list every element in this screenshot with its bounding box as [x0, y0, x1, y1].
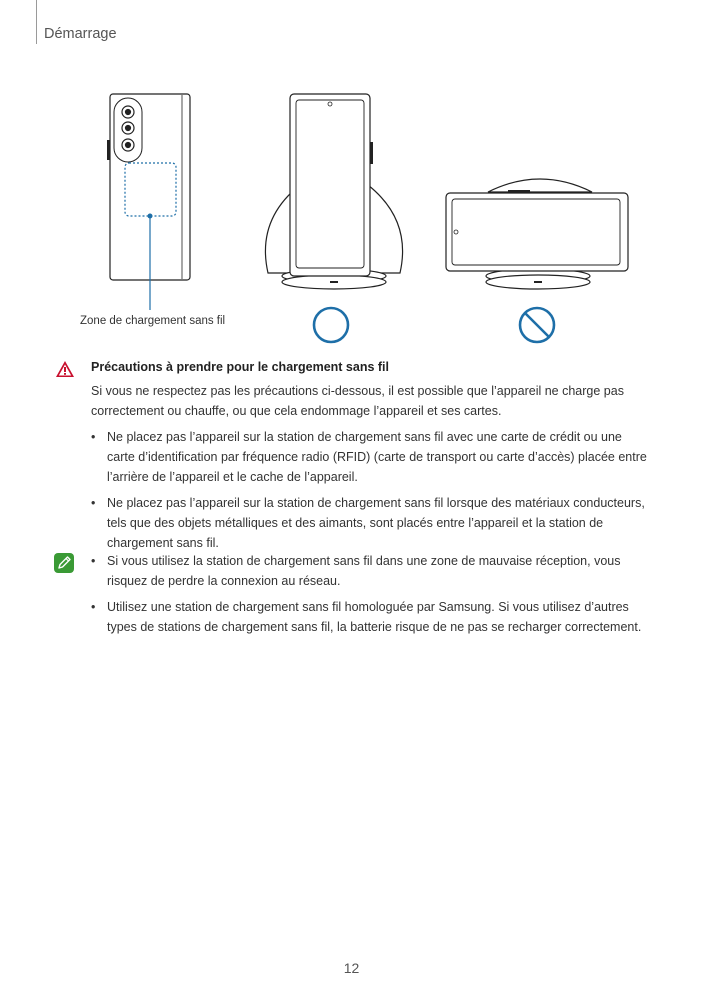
list-item: • Si vous utilisez la station de chargement sans fil dans une zone de mauvaise réception, vous risquez de perdre la connexion au réseau. — [91, 554, 621, 588]
incorrect-placement-icon — [520, 308, 554, 342]
section-title: Démarrage — [44, 26, 117, 42]
wireless-charging-illustration — [0, 0, 703, 345]
list-item: • Utilisez une station de chargement sans fil homologuée par Samsung. Si vous utilisez d’autres types de stations de chargement sans fil, la batterie risque de ne pas se recharger correctement. — [91, 600, 642, 634]
phone-back-view — [107, 94, 190, 310]
note-icon — [53, 552, 75, 574]
note-bullet-list — [91, 551, 653, 643]
list-item: • Ne placez pas l’appareil sur la station de chargement sans fil avec une carte de crédit ou une carte d’identification par fréquence radio (RFID) (carte de transport ou carte d’accès) placée entre l’arrière de l’appareil et le cache de l’appareil. — [91, 430, 647, 484]
warning-bullet-list — [91, 427, 653, 559]
warning-intro: Si vous ne respectez pas les précautions ci-dessous, il est possible que l’appareil ne charge pas correctement ou chauffe, ou que cela endommage l’appareil et ses cartes. — [91, 384, 624, 418]
warning-icon — [55, 360, 75, 378]
charger-stand-landscape — [446, 179, 628, 289]
charger-stand-upright — [265, 94, 402, 289]
figure-caption: Zone de chargement sans fil — [80, 315, 226, 327]
page-number: 12 — [343, 960, 360, 976]
correct-placement-icon — [314, 308, 348, 342]
list-item: • Ne placez pas l’appareil sur la station de chargement sans fil lorsque des matériaux conducteurs, tels que des objets métalliques et des aimants, sont placés entre l’appareil et la station de chargement sans fil. — [91, 496, 645, 550]
warning-title: Précautions à prendre pour le chargement sans fil — [91, 360, 390, 374]
